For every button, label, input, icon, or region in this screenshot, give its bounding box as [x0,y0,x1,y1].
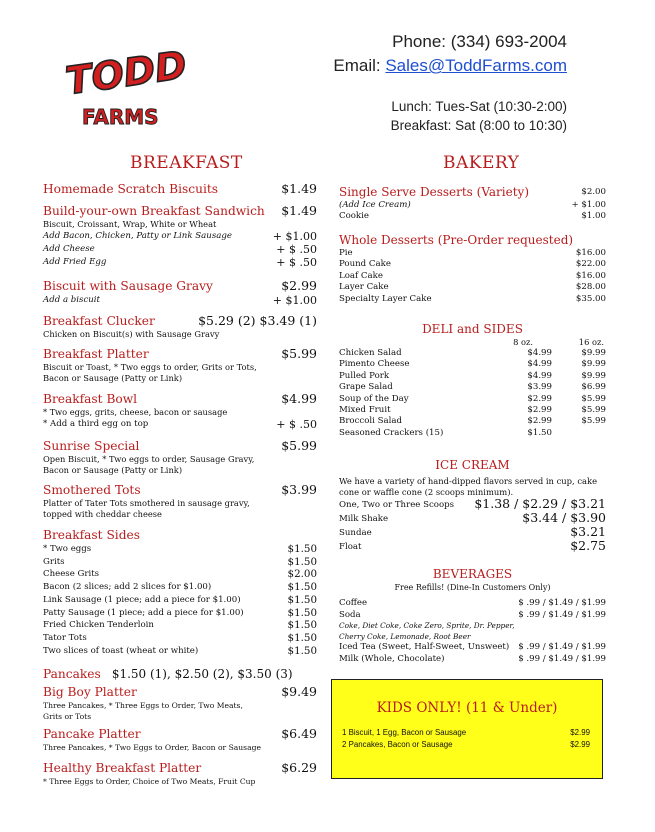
row-label: Iced Tea (Sweet, Half-Sweet, Unsweet) [339,642,510,653]
contact-info [333,30,567,78]
email-link[interactable]: Sales@ToddFarms.com [385,56,567,75]
row-price-16oz: $9.99 [581,359,606,370]
row-label: Cookie [339,211,369,222]
item-name: Build-your-own Breakfast Sandwich [43,204,265,218]
side-price: $2.00 [287,568,317,581]
item-name: Biscuit with Sausage Gravy [43,279,213,293]
item-price: $4.99 [281,391,317,406]
size-16oz: 16 oz. [578,337,604,347]
item-description: Bacon or Sausage (Patty or Link) [43,465,183,476]
addon-row [43,230,317,243]
beverage-row [339,654,606,666]
side-price: $1.50 [287,606,317,619]
row-label: Milk Shake [339,514,389,524]
row-label: Grape Salad [339,382,393,393]
item-name: Healthy Breakfast Platter [43,761,202,775]
side-row [43,619,317,632]
menu-item-healthy-platter [43,760,317,787]
item-description: * Three Eggs to Order, Choice of Two Meats, Fruit Cup [43,777,256,786]
kids-menu-box [331,679,603,779]
deli-row [339,428,606,439]
side-row [43,645,317,658]
menu-item-whole-desserts [339,233,606,305]
item-price: $2.00 [581,187,606,197]
item-description: Chicken on Biscuit(s) with Sausage Gravy [43,329,220,339]
hours-lunch: Lunch: Tues-Sat (10:30-2:00) [391,99,567,114]
deli-row [339,371,606,382]
item-price: $6.49 [281,726,317,741]
addon-label: Add Bacon, Chicken, Patty or Link Sausage [43,231,232,242]
side-row [43,607,317,620]
item-price: $5.99 [281,438,317,453]
addon-price: + $ .50 [276,256,317,270]
deli-table [339,337,606,439]
row-label: Layer Cake [339,282,389,293]
kids-row [342,728,590,737]
row-price-8oz: $2.99 [527,393,552,404]
item-description: Open Biscuit, * Two eggs to order, Sausage Gravy, [43,454,255,464]
row-price: $1.38 / $2.29 / $3.21 [474,496,606,511]
row-price-8oz: $1.50 [527,427,552,438]
item-name: Smothered Tots [43,483,141,497]
addon-label: Add Fried Egg [43,257,107,268]
kids-row [342,740,590,749]
side-label: * Two eggs [43,544,92,554]
row-price: $ .99 / $1.49 / $1.99 [518,642,606,653]
row-price-8oz: $4.99 [527,359,552,370]
ice-cream-row [339,526,606,540]
item-name: Breakfast Bowl [43,392,138,406]
item-name: Homemade Scratch Biscuits [43,182,218,196]
row-price-8oz: $4.99 [527,348,552,358]
logo-word-farms: FARMS [82,105,159,129]
menu-item-single-desserts [339,185,606,223]
row-price: $ .99 / $1.49 / $1.99 [518,609,606,620]
email-line [333,54,567,78]
side-price: $1.50 [287,555,317,568]
ice-cream-section [339,476,606,554]
dessert-row [339,294,606,305]
addon-price: + $ .50 [276,418,317,432]
side-row [43,556,317,569]
deli-title: DELI and SIDES [422,322,523,336]
item-price: $2.99 [281,278,317,293]
beverage-row [339,610,606,622]
hours-breakfast: Breakfast: Sat (8:00 to 10:30) [390,118,567,133]
row-price-8oz: $2.99 [527,416,552,427]
item-description: Three Pancakes, * Two Eggs to Order, Bacon or Sausage [43,743,261,752]
menu-item-sandwich [43,203,317,269]
item-description: Bacon or Sausage (Patty or Link) [43,373,183,384]
row-label: Pound Cake [339,259,391,270]
side-label: Patty Sausage (1 piece; add a piece for $1.00) [43,607,244,618]
email-label: Email: [333,56,381,75]
row-price-16oz: $6.99 [581,382,606,393]
row-price: $2.99 [570,728,590,737]
side-price: $1.50 [287,593,317,606]
row-label: One, Two or Three Scoops [339,500,455,510]
menu-item-smothered-tots [43,482,317,521]
item-description: Biscuit or Toast, * Two eggs to order, Grits or Tots, [43,362,257,372]
side-price: $1.50 [287,619,317,632]
side-label: Bacon (2 slices; add 2 slices for $1.00) [43,582,212,593]
side-row [43,594,317,607]
dessert-row [339,211,606,222]
row-price-8oz: $2.99 [527,405,552,416]
item-description: Grits or Tots [43,712,92,722]
item-description: Biscuit, Croissant, Wrap, White or Wheat [43,219,217,229]
side-row [43,632,317,645]
deli-row [339,359,606,370]
menu-item-bowl [43,391,317,431]
row-price: $22.00 [575,259,606,270]
row-label: Coffee [339,598,368,608]
row-label: Soda [339,609,361,620]
side-row [43,568,317,581]
item-price: $5.99 [281,346,317,361]
side-price: $1.50 [287,581,317,594]
row-price-8oz: $3.99 [527,382,552,393]
row-price-16oz: $5.99 [581,416,606,427]
side-price: $1.50 [287,644,317,657]
addon-price: + $ .50 [276,243,317,257]
item-name: Sunrise Special [43,439,140,453]
addon-row [43,256,317,269]
side-row [43,581,317,594]
row-price: $2.99 [570,740,590,749]
beverages-section [339,582,606,665]
ice-cream-title: ICE CREAM [435,458,510,472]
deli-row [339,405,606,416]
beverages-title: BEVERAGES [432,567,513,581]
row-label: Chicken Salad [339,348,402,358]
side-label: Cheese Grits [43,569,100,580]
row-label: Mixed Fruit [339,405,391,416]
refill-note: Free Refills! (Dine-In Customers Only) [394,583,551,592]
ice-cream-note: We have a variety of hand-dipped flavors served in cup, cake [339,476,598,486]
menu-item-sausage-gravy [43,278,317,307]
deli-row [339,348,606,359]
row-price: $35.00 [575,293,606,304]
ice-cream-row [339,512,606,526]
deli-size-header [339,337,606,348]
side-price: $1.50 [287,631,317,644]
row-price: $1.00 [581,211,606,222]
row-label: Sundae [339,528,372,538]
menu-item-pancakes [43,663,317,682]
row-price-16oz: $5.99 [581,405,606,416]
menu-item-platter [43,346,317,385]
side-row [43,543,317,556]
item-price: $1.49 [281,203,317,218]
item-description: Three Pancakes, * Three Eggs to Order, Two Meats, [43,701,243,710]
row-label: 1 Biscuit, 1 Egg, Bacon or Sausage [342,728,467,737]
row-label: Float [339,542,362,552]
side-label: Tator Tots [43,632,87,643]
item-price: $9.49 [281,684,317,699]
row-price: $ .99 / $1.49 / $1.99 [518,653,606,664]
item-name: Breakfast Platter [43,347,149,361]
side-price: $1.50 [287,543,317,555]
size-8oz: 8 oz. [513,337,533,347]
dessert-row [339,282,606,293]
row-price-16oz: $9.99 [581,348,606,358]
breakfast-title: BREAKFAST [130,153,243,173]
item-price: $5.29 (2) $3.49 (1) [198,313,317,328]
row-label: Pie [339,248,353,258]
row-price-16oz: $5.99 [581,393,606,404]
addon-label: * Add a third egg on top [43,419,149,430]
ice-cream-note: cone or waffle cone (2 scoops minimum). [339,487,514,497]
menu-item-breakfast-sides [43,527,317,657]
side-label: Fried Chicken Tenderloin [43,620,154,631]
item-name: Breakfast Clucker [43,314,155,328]
row-label: Pulled Pork [339,370,390,381]
row-price-16oz: $9.99 [581,370,606,381]
menu-item-scratch-biscuits [43,181,317,197]
item-name: Pancakes [43,667,101,681]
phone-number: Phone: (334) 693-2004 [392,32,567,51]
item-price: $6.29 [281,760,317,775]
row-price: $16.00 [575,270,606,281]
bakery-title: BAKERY [443,153,520,173]
logo-word-todd: TODD [62,42,190,104]
beverage-row [339,598,606,610]
row-price: $ .99 / $1.49 / $1.99 [518,598,606,608]
item-price: $3.99 [281,482,317,497]
addon-row [43,294,317,307]
row-label: Pimento Cheese [339,359,410,370]
item-name: Single Serve Desserts (Variety) [339,185,530,199]
dessert-row [339,200,606,211]
row-label: Broccoli Salad [339,416,403,427]
item-price: $1.49 [281,181,317,196]
soda-flavors: Coke, Diet Coke, Coke Zero, Sprite, Dr. Pepper, [339,621,515,631]
side-label: Link Sausage (1 piece; add a piece for $1.00) [43,594,241,605]
row-label: Specialty Layer Cake [339,293,432,304]
dessert-row [339,248,606,259]
item-description: topped with cheddar cheese [43,509,162,520]
row-price: + $1.00 [571,200,606,210]
deli-row [339,382,606,393]
row-label: Milk (Whole, Chocolate) [339,653,445,664]
addon-price: + $1.00 [272,230,317,244]
side-label: Grits [43,556,65,567]
menu-item-pancake-platter [43,726,317,753]
item-name: Pancake Platter [43,727,141,741]
menu-item-sunrise [43,438,317,477]
item-description: Platter of Tater Tots smothered in sausage gravy, [43,498,250,508]
row-price: $28.00 [575,282,606,293]
row-price: $3.21 [570,524,606,539]
menu-item-clucker [43,313,317,340]
row-price: $3.44 / $3.90 [522,510,606,525]
row-label: Soup of the Day [339,393,409,404]
dessert-row [339,271,606,282]
row-price: $16.00 [575,248,606,258]
item-name: Whole Desserts (Pre-Order requested) [339,233,574,247]
row-label: Seasoned Crackers (15) [339,427,444,438]
addon-label: Add a biscuit [43,295,101,305]
addon-price: + $1.00 [272,294,317,307]
ice-cream-row [339,540,606,554]
addon-row [43,243,317,256]
beverage-row [339,642,606,654]
item-description: * Two eggs, grits, cheese, bacon or sausage [43,407,228,417]
item-name: Big Boy Platter [43,685,137,699]
row-price-8oz: $4.99 [527,370,552,381]
todd-farms-logo [62,38,190,133]
menu-item-big-boy [43,684,317,723]
kids-title: KIDS ONLY! (11 & Under) [376,700,558,716]
dessert-row [339,259,606,270]
row-label: (Add Ice Cream) [339,200,411,210]
business-hours [391,97,567,135]
item-price: $1.50 (1), $2.50 (2), $3.50 (3) [111,667,293,681]
soda-flavors: Cherry Coke, Lemonade, Root Beer [339,631,471,641]
side-label: Two slices of toast (wheat or white) [43,645,199,656]
row-label: 2 Pancakes, Bacon or Sausage [342,740,453,749]
addon-row [43,418,317,431]
deli-row [339,394,606,405]
deli-row [339,416,606,427]
addon-label: Add Cheese [43,244,95,255]
row-price: $2.75 [570,538,606,553]
item-name: Breakfast Sides [43,528,140,542]
row-label: Loaf Cake [339,270,383,281]
